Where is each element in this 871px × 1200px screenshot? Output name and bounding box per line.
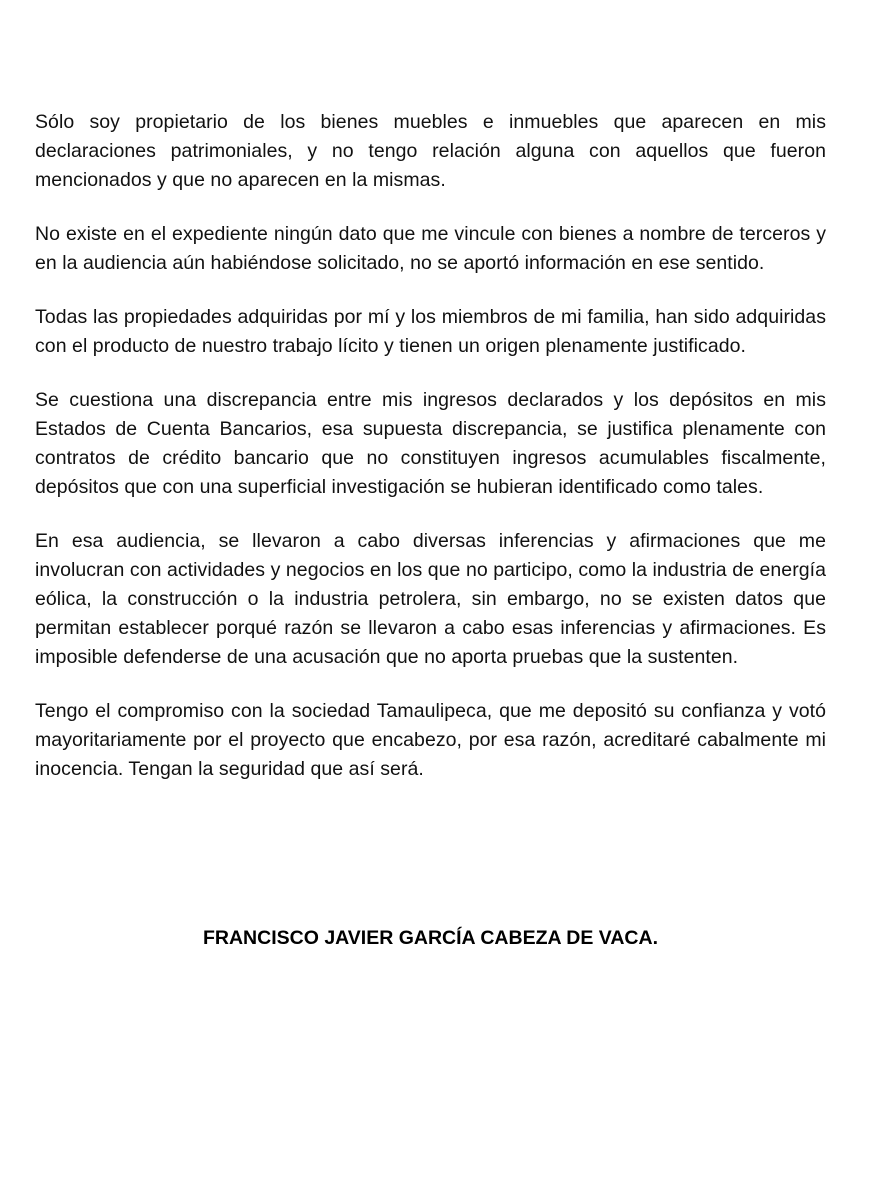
paragraph-1: Sólo soy propietario de los bienes muebles e inmuebles que aparecen en mis declaraciones patrimoniales, y no tengo relación alguna con aquellos que fueron mencionados y que no aparecen en la mismas. [35, 111, 826, 191]
document-body [35, 108, 826, 810]
paragraph-5: En esa audiencia, se llevaron a cabo diversas inferencias y afirmaciones que me involucran con actividades y negocios en los que no participo, como la industria de energía eólica, la construcción o la industria petrolera, sin embargo, no se existen datos que permitan establecer porqué razón se llevaron a cabo esas inferencias y afirmaciones. Es imposible defenderse de una acusación que no aporta pruebas que la sustenten. [35, 530, 826, 668]
signature-name: FRANCISCO JAVIER GARCÍA CABEZA DE VACA. [202, 927, 659, 949]
paragraph-6: Tengo el compromiso con la sociedad Tamaulipeca, que me depositó su confianza y votó mayoritariamente por el proyecto que encabezo, por esa razón, acreditaré cabalmente mi inocencia. Tengan la seguridad que así será. [35, 700, 826, 780]
paragraph-4: Se cuestiona una discrepancia entre mis ingresos declarados y los depósitos en mis Estados de Cuenta Bancarios, esa supuesta discrepancia, se justifica plenamente con contratos de crédito bancario que no constituyen ingresos acumulables fiscalmente, depósitos que con una superficial investigación se hubieran identificado como tales. [35, 389, 826, 498]
paragraph-2: No existe en el expediente ningún dato que me vincule con bienes a nombre de terceros y en la audiencia aún habiéndose solicitado, no se aportó información en ese sentido. [35, 223, 826, 274]
paragraph-3: Todas las propiedades adquiridas por mí y los miembros de mi familia, han sido adquiridas con el producto de nuestro trabajo lícito y tienen un origen plenamente justificado. [35, 306, 826, 357]
